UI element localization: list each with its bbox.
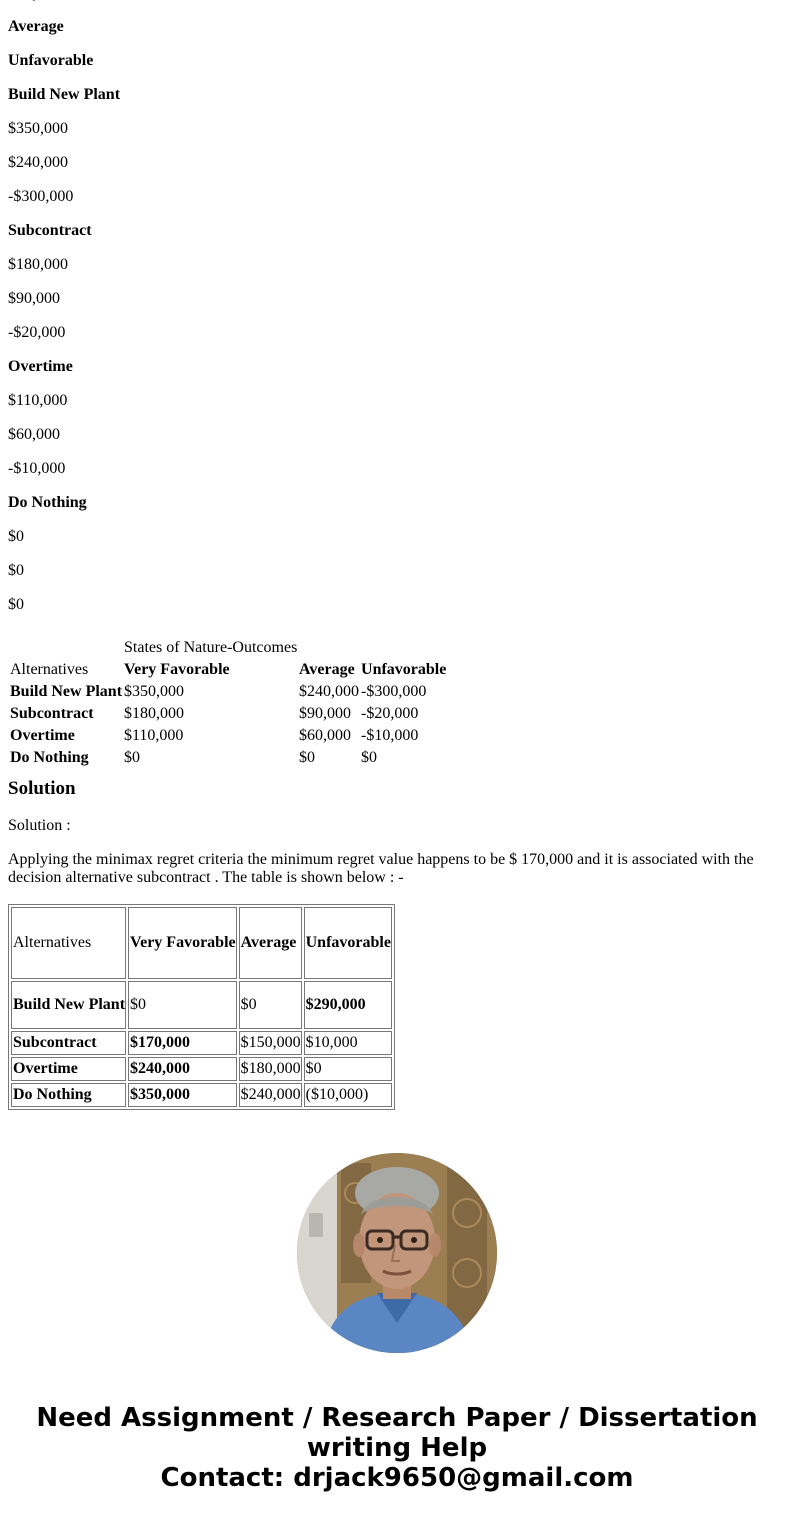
- table-cell: $240,000: [239, 1083, 302, 1107]
- list-item: -$20,000: [8, 324, 66, 341]
- list-item: $90,000: [8, 290, 60, 307]
- list-item: $110,000: [8, 392, 68, 409]
- table-cell: $60,000: [299, 727, 352, 744]
- author-portrait-image: [297, 1153, 497, 1353]
- table-cell: $110,000: [124, 727, 184, 744]
- solution-heading: Solution: [8, 778, 76, 799]
- list-item: Overtime: [8, 358, 73, 375]
- list-item: Subcontract: [8, 222, 92, 239]
- table-cell: $90,000: [299, 705, 352, 722]
- table-cell: $0: [361, 749, 378, 766]
- table-header: Alternatives: [11, 907, 126, 979]
- list-item: Build New Plant: [8, 86, 121, 103]
- table-cell: Subcontract: [11, 1031, 126, 1055]
- solution-label: Solution :: [8, 817, 71, 834]
- list-item: -$300,000: [8, 188, 74, 205]
- table-header: Unfavorable: [361, 661, 447, 678]
- table-cell: $170,000: [128, 1031, 237, 1055]
- list-item: [8, 0, 120, 2]
- list-item: $350,000: [8, 120, 68, 137]
- table-cell: -$300,000: [361, 683, 427, 700]
- table-cell: $150,000: [239, 1031, 302, 1055]
- list-item: $240,000: [8, 154, 68, 171]
- table-cell: $240,000: [128, 1057, 237, 1081]
- table-row: [11, 1083, 392, 1107]
- solution-text: Applying the minimax regret criteria the minimum regret value happens to be $ 170,000 and it is associated with the decision alternative subcontract . The table is shown below : -: [8, 851, 754, 886]
- table-row: [10, 748, 446, 768]
- table-cell: Subcontract: [10, 705, 94, 722]
- table-row: [11, 1057, 392, 1081]
- table-cell: $290,000: [304, 981, 392, 1029]
- table-header: Very Favorable: [124, 661, 230, 678]
- table-cell: Overtime: [10, 727, 75, 744]
- table-cell: Overtime: [11, 1057, 126, 1081]
- table-row: [10, 704, 446, 724]
- table-cell: -$20,000: [361, 705, 419, 722]
- table-cell: $0: [124, 749, 141, 766]
- contact-email: Contact: drjack9650@gmail.com: [160, 1463, 634, 1493]
- table-cell: $350,000: [124, 683, 185, 700]
- table-cell: $180,000: [124, 705, 185, 722]
- list-item: -$10,000: [8, 460, 66, 477]
- regret-table: [8, 904, 395, 1110]
- table-header: Alternatives: [10, 661, 89, 678]
- table-group-header: States of Nature-Outcomes: [124, 639, 298, 656]
- list-item: $180,000: [8, 256, 68, 273]
- table-cell: $350,000: [128, 1083, 237, 1107]
- table-row: [10, 660, 446, 680]
- table-cell: Do Nothing: [11, 1083, 126, 1107]
- table-cell: $0: [239, 981, 302, 1029]
- table-cell: $10,000: [304, 1031, 392, 1055]
- banner-line: writing Help: [306, 1433, 488, 1463]
- table-cell: $0: [128, 981, 237, 1029]
- list-item: Do Nothing: [8, 494, 87, 511]
- table-row: [10, 638, 446, 658]
- contact-banner: [0, 1403, 794, 1493]
- list-item: $0: [8, 562, 24, 579]
- table-cell: Build New Plant: [10, 683, 123, 700]
- table-row: [10, 726, 446, 746]
- table-cell: $180,000: [239, 1057, 302, 1081]
- table-cell: ($10,000): [304, 1083, 392, 1107]
- table-cell: Build New Plant: [11, 981, 126, 1029]
- list-item: $0: [8, 596, 24, 613]
- table-row: [11, 907, 392, 979]
- table-row: [11, 1031, 392, 1055]
- banner-line: Need Assignment / Research Paper / Dissertation: [36, 1403, 758, 1433]
- list-item: Average: [8, 18, 64, 35]
- table-cell: $240,000: [299, 683, 360, 700]
- table-row: [10, 682, 446, 702]
- table-header: Average: [299, 661, 355, 678]
- table-cell: Do Nothing: [10, 749, 89, 766]
- table-header: Average: [239, 907, 302, 979]
- list-item: $0: [8, 528, 24, 545]
- avatar: [297, 1153, 497, 1353]
- list-item: Unfavorable: [8, 52, 94, 69]
- payoff-table: [8, 636, 448, 770]
- table-cell: [10, 638, 122, 658]
- table-header: Very Favorable: [128, 907, 237, 979]
- list-item: $60,000: [8, 426, 60, 443]
- payoff-list: [8, 0, 120, 630]
- table-header: Unfavorable: [304, 907, 392, 979]
- table-cell: -$10,000: [361, 727, 419, 744]
- table-cell: $0: [304, 1057, 392, 1081]
- table-row: [11, 981, 392, 1029]
- table-cell: $0: [299, 749, 316, 766]
